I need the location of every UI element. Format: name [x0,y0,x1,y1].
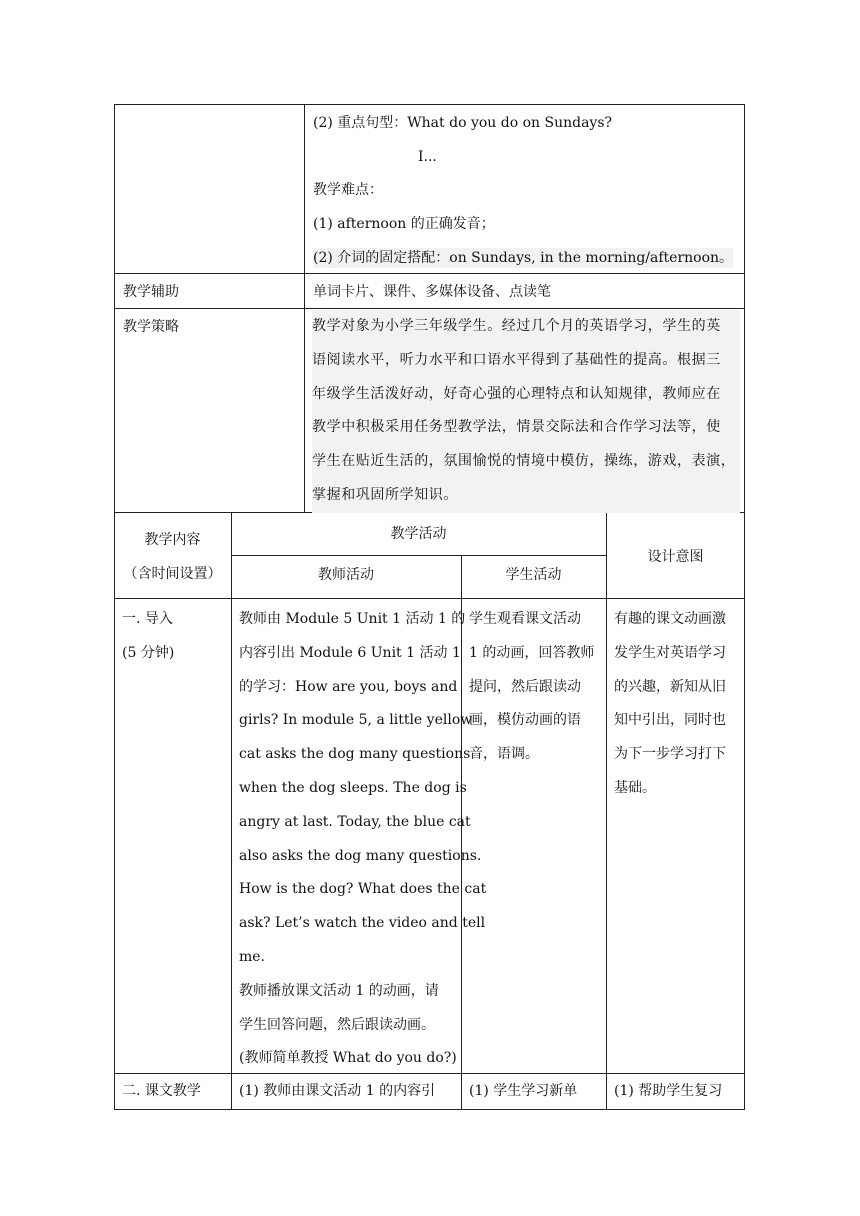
header-intent: 设计意图 [647,549,704,565]
header-content-time: （含时间设置） [123,566,222,582]
strategy-label: 教学策略 [123,319,179,335]
key-pattern-line: (2) 重点句型：What do you do on Sundays? [313,115,613,131]
content-line: 一. 导入 [122,611,173,627]
teacher-line: 学生回答问题，然后跟读动画。 [239,1016,435,1033]
row2-design-intent: (1) 帮助学生复习 [614,1083,723,1099]
teacher-line: angry at last. Today, the blue cat [239,813,471,830]
column-divider [231,512,232,1110]
teacher-line: 的学习：How are you, boys and [239,678,458,695]
student-line: 学生观看课文活动 [469,611,581,627]
strategy-line: 语阅读水平，听力水平和口语水平得到了基础性的提高。根据三 [312,351,721,368]
teacher-line: when the dog sleeps. The dog is [239,779,467,796]
row1-design-intent [614,603,726,806]
intent-line: 发学生对英语学习 [614,644,726,661]
row-divider [114,598,745,599]
row-divider [114,273,745,274]
key-pattern-answer: I... [418,149,437,165]
student-line: 画，模仿动画的语 [469,712,581,729]
intent-line: 知中引出，同时也 [614,712,726,729]
header-teacher: 教师活动 [318,567,374,583]
strategy-line: 教学对象为小学三年级学生。经过几个月的英语学习，学生的英 [312,318,721,334]
teacher-line: How is the dog? What does the cat [239,881,487,898]
teacher-line: me. [239,948,266,965]
teacher-line: 教师由 Module 5 Unit 1 活动 1 的 [239,611,466,627]
column-divider [461,555,462,1110]
student-line: 音，语调。 [469,746,539,763]
strategy-line: 学生在贴近生活的，氛围愉悦的情境中模仿，操练，游戏，表演， [312,453,736,470]
teacher-line: (教师简单教授 What do you do?) [239,1050,457,1067]
teacher-line: cat asks the dog many questions [239,746,471,763]
student-line: 提问，然后跟读动 [469,678,581,695]
intent-line: 的兴趣，新知从旧 [614,678,726,695]
row2-teacher-activity: (1) 教师由课文活动 1 的内容引 [239,1083,436,1099]
header-content: 教学内容 [144,532,201,548]
teacher-line: 教师播放课文活动 1 的动画，请 [239,982,439,999]
difficulty-item-1: (1) afternoon 的正确发音； [313,216,495,232]
strategy-line: 教学中积极采用任务型教学法，情景交际法和合作学习法等，使 [312,419,721,436]
row2-content: 二. 课文教学 [122,1083,201,1099]
row2-student-activity: (1) 学生学习新单 [469,1083,578,1099]
strategy-paragraph [312,310,740,513]
aids-value: 单词卡片、课件、多媒体设备、点读笔 [313,284,551,300]
difficulty-item-2: (2) 介词的固定搭配：on Sundays, in the morning/afternoon。 [313,250,734,266]
intent-line: 为下一步学习打下 [614,746,726,763]
row1-student-activity [469,603,594,772]
teacher-line: girls? In module 5, a little yellow [239,712,473,729]
row1-content [122,603,174,671]
intent-line: 有趣的课文动画激 [614,611,726,627]
header-student: 学生活动 [505,567,562,583]
teacher-line: 内容引出 Module 6 Unit 1 活动 1 [239,644,461,661]
row-divider [114,308,745,309]
difficulty-title: 教学难点： [313,182,383,198]
teacher-line: ask? Let’s watch the video and tell [239,915,486,932]
intent-line: 基础。 [614,779,656,796]
column-divider [304,104,305,512]
column-divider [606,512,607,1110]
aids-label: 教学辅助 [123,284,179,300]
strategy-line: 掌握和巩固所学知识。 [312,486,458,503]
row-divider [231,555,606,556]
header-activities: 教学活动 [390,526,447,542]
teacher-line: also asks the dog many questions. [239,847,482,864]
student-line: 1 的动画，回答教师 [469,644,595,661]
row1-teacher-activity [239,603,487,1076]
content-line: (5 分钟) [122,644,175,661]
strategy-line: 年级学生活泼好动，好奇心强的心理特点和认知规律，教师应在 [312,385,721,402]
